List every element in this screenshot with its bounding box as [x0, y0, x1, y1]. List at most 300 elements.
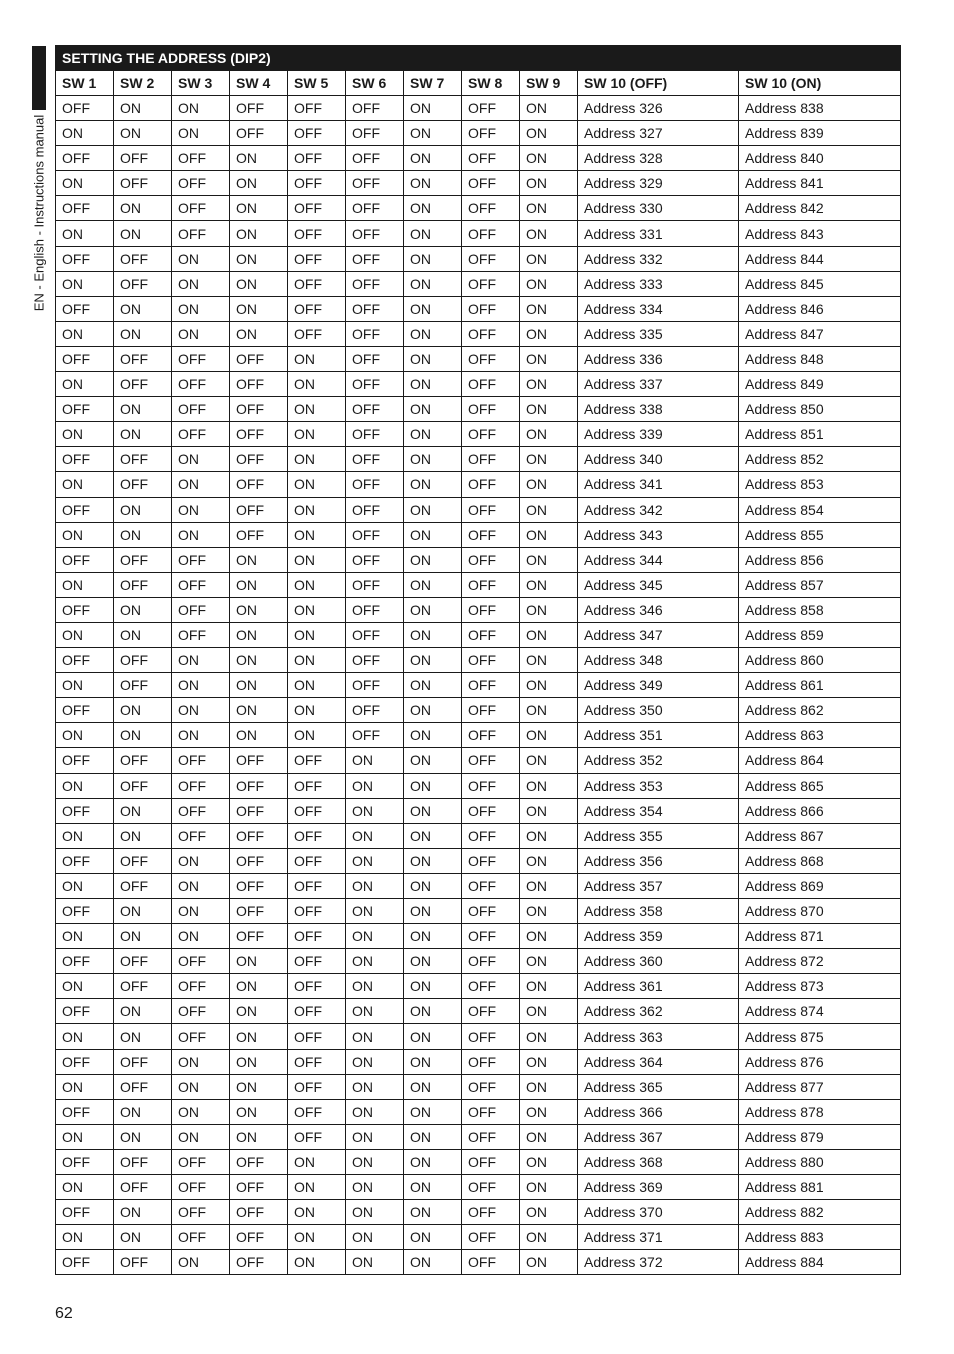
switch-state-cell: OFF	[462, 296, 520, 321]
switch-state-cell: OFF	[346, 472, 404, 497]
table-row	[56, 246, 901, 271]
switch-state-cell: ON	[404, 96, 462, 121]
switch-state-cell: OFF	[462, 1074, 520, 1099]
switch-state-cell: OFF	[462, 924, 520, 949]
switch-state-cell: OFF	[230, 472, 288, 497]
address-cell: Address 861	[739, 673, 901, 698]
switch-state-cell: ON	[172, 1049, 230, 1074]
switch-state-cell: ON	[56, 221, 114, 246]
switch-state-cell: ON	[172, 246, 230, 271]
switch-state-cell: ON	[288, 1175, 346, 1200]
address-cell: Address 340	[578, 447, 739, 472]
switch-state-cell: ON	[346, 1074, 404, 1099]
switch-state-cell: OFF	[114, 146, 172, 171]
switch-state-cell: ON	[404, 723, 462, 748]
switch-state-cell: OFF	[114, 447, 172, 472]
switch-state-cell: OFF	[56, 798, 114, 823]
switch-state-cell: OFF	[288, 773, 346, 798]
switch-state-cell: ON	[288, 723, 346, 748]
switch-state-cell: OFF	[462, 1225, 520, 1250]
switch-state-cell: OFF	[56, 1049, 114, 1074]
address-cell: Address 849	[739, 372, 901, 397]
switch-state-cell: OFF	[230, 873, 288, 898]
switch-state-cell: OFF	[462, 773, 520, 798]
table-row	[56, 798, 901, 823]
address-cell: Address 840	[739, 146, 901, 171]
switch-state-cell: ON	[404, 1175, 462, 1200]
switch-state-cell: OFF	[56, 848, 114, 873]
switch-state-cell: ON	[230, 597, 288, 622]
table-title: SETTING THE ADDRESS (DIP2)	[56, 46, 901, 71]
switch-state-cell: ON	[520, 246, 578, 271]
switch-state-cell: ON	[520, 1099, 578, 1124]
switch-state-cell: ON	[230, 723, 288, 748]
switch-state-cell: OFF	[462, 397, 520, 422]
switch-state-cell: ON	[346, 1049, 404, 1074]
address-cell: Address 357	[578, 873, 739, 898]
switch-state-cell: ON	[404, 949, 462, 974]
switch-state-cell: ON	[520, 96, 578, 121]
switch-state-cell: OFF	[56, 999, 114, 1024]
address-cell: Address 876	[739, 1049, 901, 1074]
switch-state-cell: ON	[56, 673, 114, 698]
switch-state-cell: ON	[56, 121, 114, 146]
switch-state-cell: OFF	[230, 397, 288, 422]
switch-state-cell: ON	[230, 321, 288, 346]
switch-state-cell: OFF	[230, 798, 288, 823]
switch-state-cell: ON	[520, 1200, 578, 1225]
switch-state-cell: ON	[230, 572, 288, 597]
column-header: SW 5	[288, 71, 346, 96]
switch-state-cell: ON	[404, 673, 462, 698]
switch-state-cell: ON	[114, 1099, 172, 1124]
address-cell: Address 846	[739, 296, 901, 321]
switch-state-cell: OFF	[172, 1175, 230, 1200]
switch-state-cell: OFF	[56, 648, 114, 673]
address-cell: Address 363	[578, 1024, 739, 1049]
switch-state-cell: ON	[172, 899, 230, 924]
switch-state-cell: OFF	[56, 597, 114, 622]
address-cell: Address 356	[578, 848, 739, 873]
switch-state-cell: OFF	[346, 447, 404, 472]
switch-state-cell: OFF	[462, 1124, 520, 1149]
table-row	[56, 472, 901, 497]
switch-state-cell: OFF	[288, 823, 346, 848]
table-row	[56, 1124, 901, 1149]
switch-state-cell: ON	[288, 522, 346, 547]
address-cell: Address 856	[739, 547, 901, 572]
switch-state-cell: ON	[56, 472, 114, 497]
switch-state-cell: OFF	[462, 271, 520, 296]
switch-state-cell: OFF	[172, 346, 230, 371]
switch-state-cell: ON	[404, 1225, 462, 1250]
switch-state-cell: OFF	[114, 773, 172, 798]
address-cell: Address 334	[578, 296, 739, 321]
address-cell: Address 867	[739, 823, 901, 848]
switch-state-cell: OFF	[462, 497, 520, 522]
switch-state-cell: OFF	[172, 798, 230, 823]
switch-state-cell: ON	[288, 673, 346, 698]
switch-state-cell: ON	[230, 296, 288, 321]
address-cell: Address 359	[578, 924, 739, 949]
switch-state-cell: OFF	[172, 372, 230, 397]
switch-state-cell: ON	[404, 773, 462, 798]
switch-state-cell: ON	[114, 999, 172, 1024]
switch-state-cell: ON	[404, 999, 462, 1024]
column-header: SW 10 (ON)	[739, 71, 901, 96]
switch-state-cell: OFF	[114, 1149, 172, 1174]
address-cell: Address 330	[578, 196, 739, 221]
switch-state-cell: ON	[172, 296, 230, 321]
table-row	[56, 949, 901, 974]
switch-state-cell: OFF	[114, 648, 172, 673]
switch-state-cell: OFF	[346, 648, 404, 673]
switch-state-cell: ON	[172, 96, 230, 121]
switch-state-cell: OFF	[346, 171, 404, 196]
switch-state-cell: ON	[114, 1124, 172, 1149]
address-cell: Address 871	[739, 924, 901, 949]
switch-state-cell: ON	[56, 522, 114, 547]
column-header: SW 1	[56, 71, 114, 96]
switch-state-cell: OFF	[114, 1049, 172, 1074]
switch-state-cell: ON	[230, 999, 288, 1024]
switch-state-cell: ON	[56, 271, 114, 296]
address-cell: Address 842	[739, 196, 901, 221]
switch-state-cell: ON	[230, 171, 288, 196]
switch-state-cell: ON	[114, 196, 172, 221]
switch-state-cell: OFF	[230, 1225, 288, 1250]
table-row	[56, 121, 901, 146]
switch-state-cell: OFF	[230, 497, 288, 522]
switch-state-cell: ON	[346, 1200, 404, 1225]
switch-state-cell: OFF	[346, 698, 404, 723]
switch-state-cell: ON	[56, 773, 114, 798]
address-cell: Address 353	[578, 773, 739, 798]
table-header-row	[56, 71, 901, 96]
switch-state-cell: ON	[404, 447, 462, 472]
switch-state-cell: ON	[404, 899, 462, 924]
switch-state-cell: OFF	[346, 296, 404, 321]
switch-state-cell: ON	[404, 372, 462, 397]
switch-state-cell: ON	[404, 321, 462, 346]
switch-state-cell: ON	[520, 497, 578, 522]
switch-state-cell: OFF	[346, 397, 404, 422]
switch-state-cell: ON	[520, 622, 578, 647]
switch-state-cell: ON	[230, 673, 288, 698]
switch-state-cell: OFF	[462, 321, 520, 346]
switch-state-cell: ON	[520, 146, 578, 171]
address-cell: Address 841	[739, 171, 901, 196]
switch-state-cell: ON	[172, 271, 230, 296]
switch-state-cell: OFF	[462, 622, 520, 647]
switch-state-cell: OFF	[346, 723, 404, 748]
switch-state-cell: OFF	[462, 1024, 520, 1049]
address-cell: Address 872	[739, 949, 901, 974]
switch-state-cell: OFF	[230, 773, 288, 798]
switch-state-cell: ON	[346, 949, 404, 974]
switch-state-cell: OFF	[56, 447, 114, 472]
switch-state-cell: ON	[114, 597, 172, 622]
address-cell: Address 348	[578, 648, 739, 673]
switch-state-cell: ON	[404, 1124, 462, 1149]
switch-state-cell: ON	[288, 597, 346, 622]
table-row	[56, 773, 901, 798]
table-row	[56, 723, 901, 748]
switch-state-cell: OFF	[462, 1049, 520, 1074]
switch-state-cell: ON	[520, 899, 578, 924]
switch-state-cell: ON	[56, 1225, 114, 1250]
switch-state-cell: ON	[520, 296, 578, 321]
table-row	[56, 999, 901, 1024]
switch-state-cell: ON	[114, 497, 172, 522]
switch-state-cell: OFF	[288, 798, 346, 823]
column-header: SW 2	[114, 71, 172, 96]
switch-state-cell: ON	[172, 673, 230, 698]
switch-state-cell: OFF	[288, 196, 346, 221]
address-cell: Address 347	[578, 622, 739, 647]
switch-state-cell: ON	[56, 171, 114, 196]
table-row	[56, 321, 901, 346]
switch-state-cell: ON	[288, 472, 346, 497]
switch-state-cell: OFF	[114, 848, 172, 873]
switch-state-cell: ON	[114, 1200, 172, 1225]
switch-state-cell: OFF	[114, 873, 172, 898]
switch-state-cell: ON	[346, 974, 404, 999]
address-cell: Address 878	[739, 1099, 901, 1124]
switch-state-cell: OFF	[462, 848, 520, 873]
switch-state-cell: OFF	[346, 622, 404, 647]
switch-state-cell: ON	[172, 447, 230, 472]
switch-state-cell: ON	[172, 321, 230, 346]
switch-state-cell: OFF	[288, 924, 346, 949]
switch-state-cell: ON	[404, 397, 462, 422]
switch-state-cell: OFF	[462, 572, 520, 597]
switch-state-cell: ON	[520, 1175, 578, 1200]
table-row	[56, 171, 901, 196]
switch-state-cell: OFF	[462, 1149, 520, 1174]
switch-state-cell: ON	[520, 823, 578, 848]
switch-state-cell: ON	[172, 472, 230, 497]
switch-state-cell: ON	[230, 949, 288, 974]
switch-state-cell: ON	[520, 372, 578, 397]
switch-state-cell: ON	[346, 1149, 404, 1174]
switch-state-cell: ON	[520, 773, 578, 798]
switch-state-cell: ON	[404, 422, 462, 447]
table-row	[56, 873, 901, 898]
switch-state-cell: OFF	[462, 949, 520, 974]
switch-state-cell: ON	[404, 974, 462, 999]
switch-state-cell: ON	[230, 1099, 288, 1124]
switch-state-cell: ON	[520, 397, 578, 422]
switch-state-cell: ON	[520, 447, 578, 472]
switch-state-cell: OFF	[230, 96, 288, 121]
address-cell: Address 845	[739, 271, 901, 296]
switch-state-cell: ON	[520, 673, 578, 698]
switch-state-cell: ON	[346, 1099, 404, 1124]
table-row	[56, 848, 901, 873]
address-cell: Address 844	[739, 246, 901, 271]
switch-state-cell: OFF	[462, 974, 520, 999]
switch-state-cell: ON	[520, 1250, 578, 1275]
switch-state-cell: OFF	[462, 748, 520, 773]
address-cell: Address 369	[578, 1175, 739, 1200]
address-cell: Address 880	[739, 1149, 901, 1174]
switch-state-cell: OFF	[288, 146, 346, 171]
table-row	[56, 346, 901, 371]
address-cell: Address 352	[578, 748, 739, 773]
switch-state-cell: ON	[520, 422, 578, 447]
address-cell: Address 870	[739, 899, 901, 924]
switch-state-cell: OFF	[288, 321, 346, 346]
switch-state-cell: OFF	[462, 1200, 520, 1225]
switch-state-cell: ON	[520, 121, 578, 146]
switch-state-cell: OFF	[462, 648, 520, 673]
switch-state-cell: ON	[56, 723, 114, 748]
switch-state-cell: ON	[346, 1175, 404, 1200]
switch-state-cell: ON	[404, 346, 462, 371]
side-label: EN - English - Instructions manual	[31, 114, 47, 312]
switch-state-cell: ON	[114, 522, 172, 547]
switch-state-cell: OFF	[230, 848, 288, 873]
switch-state-cell: OFF	[172, 196, 230, 221]
switch-state-cell: OFF	[462, 823, 520, 848]
switch-state-cell: ON	[404, 472, 462, 497]
switch-state-cell: OFF	[288, 873, 346, 898]
switch-state-cell: ON	[346, 748, 404, 773]
address-cell: Address 337	[578, 372, 739, 397]
table-row	[56, 673, 901, 698]
switch-state-cell: OFF	[172, 397, 230, 422]
switch-state-cell: ON	[520, 196, 578, 221]
table-row	[56, 1074, 901, 1099]
switch-state-cell: ON	[114, 924, 172, 949]
switch-state-cell: ON	[520, 848, 578, 873]
switch-state-cell: ON	[288, 572, 346, 597]
switch-state-cell: OFF	[230, 447, 288, 472]
switch-state-cell: ON	[172, 1074, 230, 1099]
switch-state-cell: ON	[172, 648, 230, 673]
switch-state-cell: OFF	[230, 924, 288, 949]
switch-state-cell: ON	[230, 622, 288, 647]
switch-state-cell: ON	[520, 1225, 578, 1250]
table-row	[56, 1024, 901, 1049]
switch-state-cell: OFF	[346, 146, 404, 171]
switch-state-cell: ON	[288, 1250, 346, 1275]
switch-state-cell: OFF	[346, 271, 404, 296]
switch-state-cell: ON	[288, 547, 346, 572]
switch-state-cell: ON	[172, 1250, 230, 1275]
switch-state-cell: OFF	[114, 1175, 172, 1200]
page-number: 62	[55, 1305, 73, 1322]
switch-state-cell: ON	[346, 1225, 404, 1250]
address-cell: Address 331	[578, 221, 739, 246]
switch-state-cell: ON	[346, 798, 404, 823]
switch-state-cell: ON	[56, 924, 114, 949]
switch-state-cell: OFF	[56, 96, 114, 121]
switch-state-cell: ON	[404, 196, 462, 221]
switch-state-cell: ON	[288, 1200, 346, 1225]
switch-state-cell: OFF	[288, 748, 346, 773]
switch-state-cell: OFF	[288, 1049, 346, 1074]
switch-state-cell: ON	[56, 1124, 114, 1149]
address-cell: Address 863	[739, 723, 901, 748]
address-cell: Address 866	[739, 798, 901, 823]
switch-state-cell: ON	[230, 221, 288, 246]
address-cell: Address 879	[739, 1124, 901, 1149]
switch-state-cell: OFF	[462, 146, 520, 171]
address-cell: Address 852	[739, 447, 901, 472]
switch-state-cell: OFF	[114, 246, 172, 271]
switch-state-cell: ON	[404, 1024, 462, 1049]
address-cell: Address 851	[739, 422, 901, 447]
table-row	[56, 648, 901, 673]
switch-state-cell: ON	[230, 698, 288, 723]
switch-state-cell: ON	[346, 1024, 404, 1049]
switch-state-cell: OFF	[114, 547, 172, 572]
switch-state-cell: ON	[346, 773, 404, 798]
switch-state-cell: OFF	[346, 121, 404, 146]
switch-state-cell: OFF	[172, 171, 230, 196]
switch-state-cell: OFF	[288, 1024, 346, 1049]
address-cell: Address 327	[578, 121, 739, 146]
switch-state-cell: OFF	[172, 422, 230, 447]
column-header: SW 4	[230, 71, 288, 96]
address-cell: Address 341	[578, 472, 739, 497]
switch-state-cell: ON	[230, 1024, 288, 1049]
switch-state-cell: ON	[404, 823, 462, 848]
table-row	[56, 748, 901, 773]
switch-state-cell: ON	[520, 1149, 578, 1174]
address-cell: Address 857	[739, 572, 901, 597]
switch-state-cell: OFF	[288, 271, 346, 296]
switch-state-cell: OFF	[288, 848, 346, 873]
switch-state-cell: ON	[520, 572, 578, 597]
switch-state-cell: OFF	[346, 246, 404, 271]
switch-state-cell: OFF	[462, 522, 520, 547]
switch-state-cell: OFF	[288, 1099, 346, 1124]
column-header: SW 10 (OFF)	[578, 71, 739, 96]
switch-state-cell: ON	[404, 1049, 462, 1074]
address-cell: Address 873	[739, 974, 901, 999]
switch-state-cell: ON	[288, 447, 346, 472]
table-row	[56, 899, 901, 924]
switch-state-cell: OFF	[462, 372, 520, 397]
switch-state-cell: ON	[520, 698, 578, 723]
switch-state-cell: ON	[288, 698, 346, 723]
table-row	[56, 296, 901, 321]
switch-state-cell: ON	[114, 698, 172, 723]
switch-state-cell: ON	[404, 848, 462, 873]
switch-state-cell: OFF	[288, 246, 346, 271]
switch-state-cell: OFF	[56, 1099, 114, 1124]
switch-state-cell: OFF	[462, 346, 520, 371]
switch-state-cell: ON	[114, 321, 172, 346]
address-cell: Address 343	[578, 522, 739, 547]
switch-state-cell: ON	[404, 171, 462, 196]
switch-state-cell: ON	[56, 572, 114, 597]
table-row	[56, 1099, 901, 1124]
table-row	[56, 271, 901, 296]
column-header: SW 8	[462, 71, 520, 96]
address-cell: Address 329	[578, 171, 739, 196]
switch-state-cell: OFF	[56, 949, 114, 974]
address-cell: Address 332	[578, 246, 739, 271]
switch-state-cell: ON	[230, 246, 288, 271]
switch-state-cell: ON	[404, 1200, 462, 1225]
switch-state-cell: OFF	[462, 1175, 520, 1200]
side-tab-marker	[32, 46, 46, 110]
switch-state-cell: ON	[404, 873, 462, 898]
